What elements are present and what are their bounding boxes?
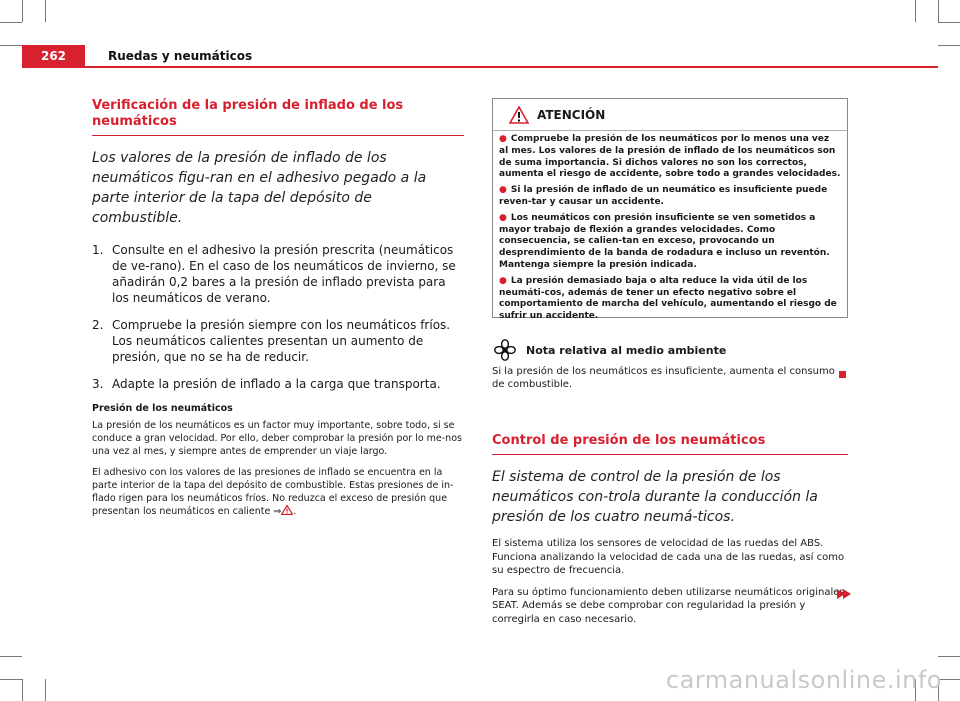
bullet-icon: ● (499, 275, 507, 286)
environment-note-header (492, 338, 848, 362)
warning-header (493, 99, 847, 131)
crop-mark (915, 0, 916, 22)
warning-box (492, 98, 848, 322)
crop-mark (938, 656, 960, 657)
crop-mark (22, 679, 23, 701)
right-column (492, 98, 848, 634)
step-number: 2. (92, 318, 104, 332)
warning-triangle-icon[interactable] (281, 505, 293, 515)
crop-mark (938, 0, 939, 22)
crop-mark (0, 45, 22, 46)
crop-mark (45, 0, 46, 22)
subheading: Presión de los neumáticos (92, 403, 233, 414)
section-title: Verificación de la presión de inflado de los neumáticos (92, 98, 464, 136)
watermark: carmanualsonline.info (665, 666, 942, 694)
warning-item-text: La presión demasiado baja o alta reduce la vida útil de los neumáti-cos, además de tener un efecto negativo sobre el comportamiento de marcha del vehículo, aumentando el riesgo de sufrir un accidente. (499, 275, 837, 322)
step-text: Consulte en el adhesivo la presión prescrita (neumáticos de ve-rano). En el caso de los neumáticos de invierno, se añadirán 0,2 bares a la presión de inflado prevista para los neumáticos de verano. (112, 243, 456, 305)
paragraph-end: . (293, 506, 297, 517)
environment-note-label: Nota relativa al medio ambiente (526, 343, 727, 357)
section-title: Control de presión de los neumáticos (492, 433, 848, 455)
bullet-icon: ● (499, 212, 507, 223)
left-column (92, 98, 464, 526)
warning-triangle-icon (509, 106, 529, 124)
flower-icon (494, 339, 516, 361)
step-item (92, 242, 464, 306)
crop-mark (0, 22, 22, 23)
warning-label: ATENCIÓN (537, 107, 606, 122)
header-rule (22, 66, 938, 68)
warning-item-text: Compruebe la presión de los neumáticos por lo menos una vez al mes. Los valores de la presión de inflado de los neumáticos son de suma importancia. Si dichos valores no son los correctos, aumenta el riesgo de accidente, sobre todo a grandes velocidades. (499, 134, 841, 180)
step-item (92, 376, 464, 392)
paragraph: El sistema utiliza los sensores de velocidad de las ruedas del ABS. Funciona analizando la velocidad de cada una de las ruedas, así como su espectro de frecuencia. (492, 538, 845, 576)
section-intro: Los valores de la presión de inflado de los neumáticos figu-ran en el adhesivo pegado a la parte interior de la tapa del depósito de combustible. (92, 150, 427, 226)
steps-list (92, 242, 464, 392)
bullet-icon: ● (499, 185, 507, 196)
step-text: Adapte la presión de inflado a la carga que transporta. (112, 377, 441, 391)
continue-arrow-icon (843, 589, 851, 599)
step-number: 1. (92, 243, 104, 257)
warning-body (493, 131, 847, 323)
paragraph: Para su óptimo funcionamiento deben utilizarse neumáticos originales SEAT. Además se debe comprobar con regularidad la presión y corregirla en caso necesario. (492, 586, 845, 625)
chapter-title: Ruedas y neumáticos (108, 49, 253, 63)
crop-mark (45, 679, 46, 701)
section-end-mark (839, 371, 846, 378)
warning-item (499, 185, 841, 209)
step-item (92, 317, 464, 365)
page-number: 262 (22, 45, 85, 67)
warning-item (499, 134, 841, 181)
bullet-icon: ● (499, 134, 507, 144)
environment-note-text: Si la presión de los neumáticos es insuficiente, aumenta el consumo de combustible. (492, 366, 835, 390)
warning-item (499, 213, 841, 272)
crop-mark (0, 656, 22, 657)
paragraph: La presión de los neumáticos es un factor muy importante, sobre todo, si se conduce a gran velocidad. Por ello, deber comprobar la presión por lo me-nos una vez al mes, y siempre antes de emprender un viaje largo. (92, 420, 462, 457)
paragraph (92, 466, 464, 518)
warning-item (499, 276, 841, 323)
crop-mark (938, 45, 960, 46)
paragraph-text: El adhesivo con los valores de las presiones de inflado se encuentra en la parte interior de la tapa del depósito de combustible. Estas presiones de in-flado rigen para los neumáticos fríos. No reduzca el exceso de presión que presentan los neumáticos en caliente ⇒ (92, 467, 454, 517)
crop-mark (938, 22, 960, 23)
crop-mark (0, 679, 22, 680)
warning-item-text: Si la presión de inflado de un neumático es insuficiente puede reven-tar y causar un accidente. (499, 185, 828, 207)
step-text: Compruebe la presión siempre con los neumáticos fríos. Los neumáticos calientes presentan un aumento de presión, que no se ha de reducir. (112, 318, 451, 364)
step-number: 3. (92, 377, 104, 391)
section-intro: El sistema de control de la presión de los neumáticos con-trola durante la conducción la presión de los cuatro neumá-ticos. (492, 469, 818, 525)
warning-item-text: Los neumáticos con presión insuficiente se ven sometidos a mayor trabajo de flexión a grandes velocidades. Como consecuencia, se calien-tan en exceso, provocando un desprendimiento de la banda de rodadura e incluso un reventón. Mantenga siempre la presión indicada. (499, 212, 830, 270)
crop-mark (22, 0, 23, 22)
